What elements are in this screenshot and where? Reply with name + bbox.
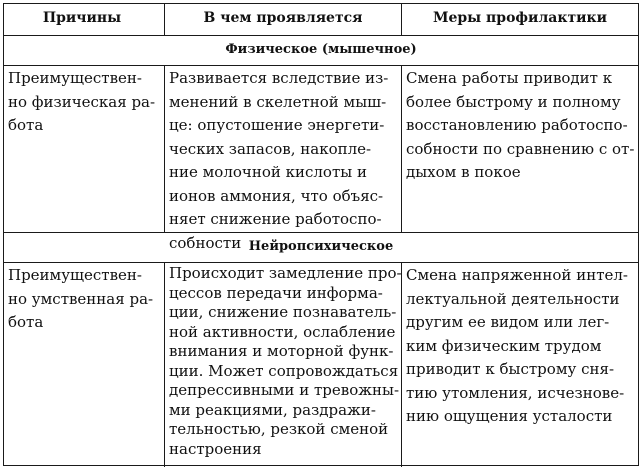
header-row (4, 4, 638, 36)
section-title-row (4, 233, 638, 263)
section-title-row (4, 36, 638, 66)
header-prevention: Меры профилактики (432, 10, 608, 26)
header-manifestation: В чем проявляется (165, 4, 402, 35)
manifestation-cell: Происходит замедление про- цессов передачи информа- ции, снижение познаватель- ной активности, ослабление внимания и моторной функ- ции. Может сопровождаться депрессивными и тревожны- ми реакциями, раздражи- тельностью, резкой сменой настроения (165, 263, 402, 467)
prevention-cell: Смена работы приводит к более быстрому и полному восстановлению работоспо- собности по сравнению с от- дыхом в покое (406, 69, 635, 181)
header-causes: Причины (4, 4, 165, 35)
section-title-neuropsychic: Нейропсихическое (248, 239, 394, 254)
prevention-cell: Смена напряженной интел- лектуальной деятельности другим ее видом или лег- ким физическим трудом приводит к быстрому сня- тию утомления, исчезнове- нию ощущения усталости (406, 266, 628, 425)
cause-cell: Преимуществен- но физическая ра- бота (4, 66, 165, 232)
cause-cell: Преимуществен- но умственная ра- бота (4, 263, 165, 467)
table-row (4, 263, 638, 467)
fatigue-table (3, 3, 639, 466)
section-title-physical: Физическое (мышечное) (225, 42, 417, 57)
manifestation-cell: Развивается вследствие из- менений в скелетной мыш- це: опустошение энергети- ческих запасов, накопле- ние молочной кислоты и ионов аммония, что объяс- няет снижение работоспо- собности (165, 66, 402, 232)
